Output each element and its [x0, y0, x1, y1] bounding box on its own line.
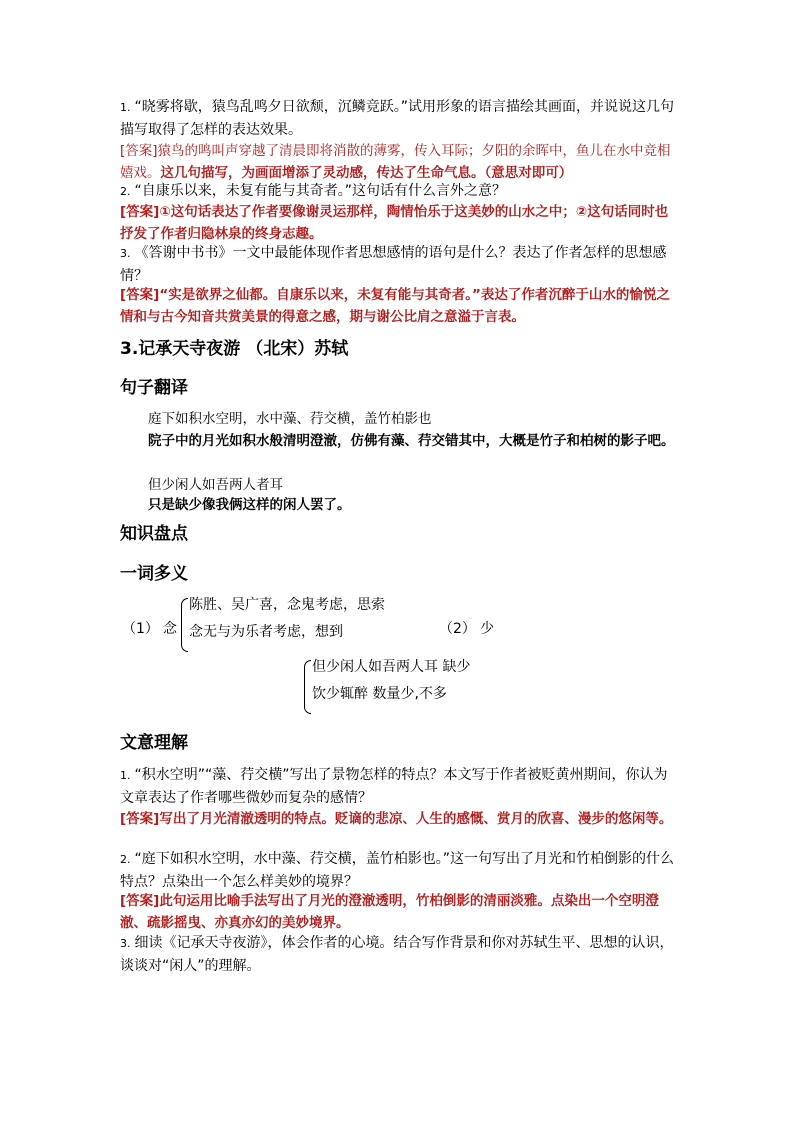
question-text: 《答谢中书书》一文中最能体现作者思想感情的语句是什么？表达了作者怎样的思想感情？	[120, 245, 667, 284]
question-text: “自康乐以来，未复有能与其奇者。”这句话有什么言外之意？	[134, 183, 507, 199]
translation-1: 院子中的月光如积水般清明澄澈，仿佛有藻、荇交错其中，大概是竹子和柏树的影子吧。	[148, 433, 675, 449]
question-number: 2.	[120, 853, 131, 866]
brace-icon	[304, 660, 311, 714]
question-number: 1.	[120, 101, 131, 114]
polysemy-number: （2）	[439, 621, 476, 637]
question-text: “晓雾将歇，猿鸟乱鸣夕日欲颓，沉鳞竞跃。”试用形象的语言描绘其画面，并说说这几句描写取得了怎样的表达效果。	[120, 99, 675, 138]
answer-text: [答案]猿鸟的鸣叫声穿越了清晨即将消散的薄雾，传入耳际；夕阳的余晖中，鱼儿在水中竞相嬉戏。	[120, 143, 671, 181]
original-sentence-2: 但少闲人如吾两人者耳	[148, 477, 283, 493]
section-title: 3.记承天寺夜游 （北宋）苏轼	[120, 339, 349, 359]
answer-emphasis: 这几句描写，为画面增添了灵动感，传达了生命气息。（意思对即可）	[160, 165, 573, 181]
polysemy-sense-2: 念无与为乐者考虑，想到	[189, 624, 343, 640]
question-2	[120, 180, 680, 203]
polysemy-char: 念	[163, 621, 177, 637]
question-3	[120, 242, 680, 287]
polysemy-number: （1）	[122, 621, 159, 637]
answer-1	[120, 140, 680, 184]
original-sentence-1: 庭下如积水空明，水中藻、荇交横，盖竹柏影也	[148, 411, 432, 427]
heading-meaning: 文意理解	[120, 733, 188, 753]
heading-knowledge: 知识盘点	[120, 524, 188, 544]
heading-polysemy: 一词多义	[120, 564, 188, 584]
question-number: 1.	[120, 769, 131, 782]
question-number: 3.	[120, 247, 131, 260]
question-number: 2.	[120, 185, 131, 198]
heading-translation: 句子翻译	[120, 378, 188, 398]
answer-2: [答案]①这句话表达了作者要像谢灵运那样，陶情怡乐于这美妙的山水之中；②这句话同时也抒发了作者归隐林泉的终身志趣。	[120, 204, 669, 242]
translation-2: 只是缺少像我俩这样的闲人罢了。	[148, 497, 351, 513]
question-text: 细读《记承天寺夜游》，体会作者的心境。结合写作背景和你对苏轼生平、思想的认识，谈谈对“闲人”的理解。	[120, 935, 674, 974]
question-text: “庭下如积水空明，水中藻、荇交横，盖竹柏影也。”这一句写出了月光和竹柏倒影的什么特点？点染出一个怎么样美妙的境界？	[120, 851, 675, 890]
question-5	[120, 848, 680, 893]
brace-icon	[181, 598, 188, 652]
question-number: 3.	[120, 937, 131, 950]
answer-5: [答案]此句运用比喻手法写出了月光的澄澈透明，竹柏倒影的清丽淡雅。点染出一个空明澄澈、疏影摇曳、亦真亦幻的美妙境界。	[120, 893, 659, 931]
question-1	[120, 96, 680, 141]
answer-3: [答案]“实是欲界之仙都。自康乐以来，未复有能与其奇者。”表达了作者沉醉于山水的愉悦之情和与古今知音共赏美景的得意之感，期与谢公比肩之意溢于言表。	[120, 287, 670, 325]
question-4	[120, 764, 680, 809]
question-6	[120, 932, 680, 977]
polysemy-char: 少	[480, 621, 494, 637]
question-text: “积水空明”“藻、荇交横”写出了景物怎样的特点？本文写于作者被贬黄州期间，你认为文章表达了作者哪些微妙而复杂的感情？	[120, 767, 668, 806]
answer-4: [答案]写出了月光清澈透明的特点。贬谪的悲凉、人生的感慨、赏月的欣喜、漫步的悠闲等。	[120, 811, 673, 827]
polysemy-sense-1: 但少闲人如吾两人耳 缺少	[312, 659, 471, 675]
polysemy-sense-2: 饮少辄醉 数量少,不多	[312, 686, 447, 702]
polysemy-sense-1: 陈胜、吴广喜，念鬼考虑，思索	[189, 597, 385, 613]
